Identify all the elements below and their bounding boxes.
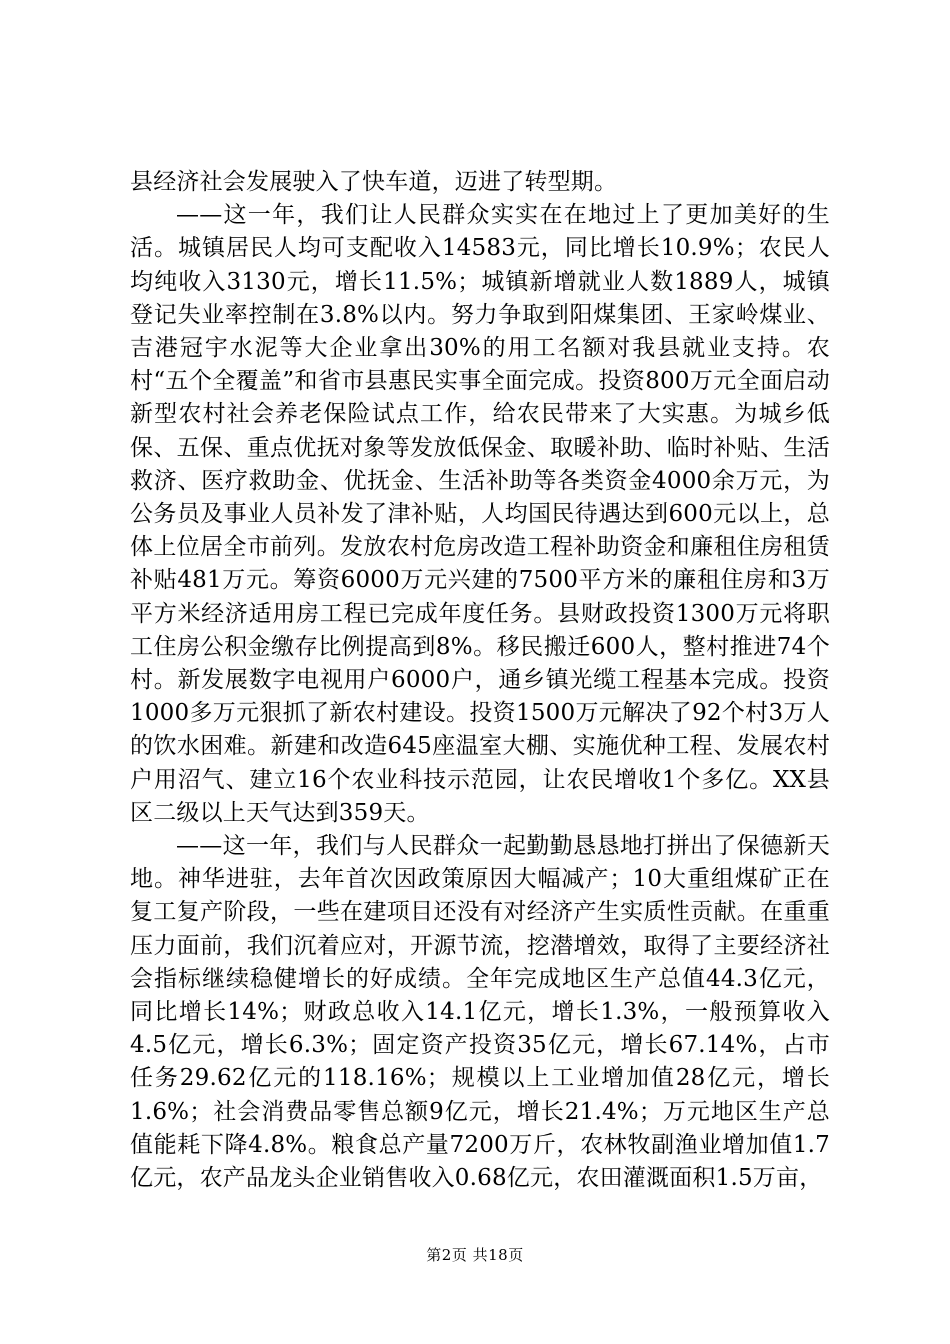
page-number-footer: 第2页 共18页 — [426, 1246, 524, 1264]
paragraph-economic-growth: ——这一年，我们与人民群众一起勤勤恳恳地打拼出了保德新天地。神华进驻，去年首次因政策原因大幅减产；10大重组煤矿正在复工复产阶段，一些在建项目还没有对经济产生实质性贡献。在重重压力面前，我们沉着应对，开源节流，挖潜增效，取得了主要经济社会指标继续稳健增长的好成绩。全年完成地区生产总值44.3亿元，同比增长14%；财政总收入14.1亿元，增长1.3%，一般预算收入4.5亿元，增长6.3%；固定资产投资35亿元，增长67.14%，占市任务29.62亿元的118.16%；规模以上工业增加值28亿元，增长1.6%；社会消费品零售总额9亿元，增长21.4%；万元地区生产总值能耗下降4.8%。粮食总产量7200万斤，农林牧副渔业增加值1.7亿元，农产品龙头企业销售收入0.68亿元，农田灌溉面积1.5万亩， — [130, 833, 830, 1192]
paragraph-continuation: 县经济社会发展驶入了快车道，迈进了转型期。 — [130, 169, 618, 195]
paragraph-living-standards: ——这一年，我们让人民群众实实在在地过上了更加美好的生活。城镇居民人均可支配收入14583元，同比增长10.9%；农民人均纯收入3130元，增长11.5%；城镇新增就业人数1889人，城镇登记失业率控制在3.8%以内。努力争取到阳煤集团、王家岭煤业、吉港冠宇水泥等大企业拿出30%的用工名额对我县就业支持。农村“五个全覆盖”和省市县惠民实事全面完成。投资800万元全面启动新型农村社会养老保险试点工作，给农民带来了大实惠。为城乡低保、五保、重点优抚对象等发放低保金、取暖补助、临时补贴、生活救济、医疗救助金、优抚金、生活补助等各类资金4000余万元，为公务员及事业人员补发了津补贴，人均国民待遇达到600元以上，总体上位居全市前列。发放农村危房改造工程补助资金和廉租住房租赁补贴481万元。筹资6000万元兴建的7500平方米的廉租住房和3万平方米经济适用房工程已完成年度任务。县财政投资1300万元将职工住房公积金缴存比例提高到8%。移民搬迁600人，整村推进74个村。新发展数字电视用户6000户，通乡镇光缆工程基本完成。投资1000多万元狠抓了新农村建设。投资1500万元解决了92个村3万人的饮水困难。新建和改造645座温室大棚、实施优种工程、发展农村户用沼气、建立16个农业科技示范园，让农民增收1个多亿。XX县区二级以上天气达到359天。 — [130, 202, 830, 826]
document-body — [130, 166, 830, 1195]
